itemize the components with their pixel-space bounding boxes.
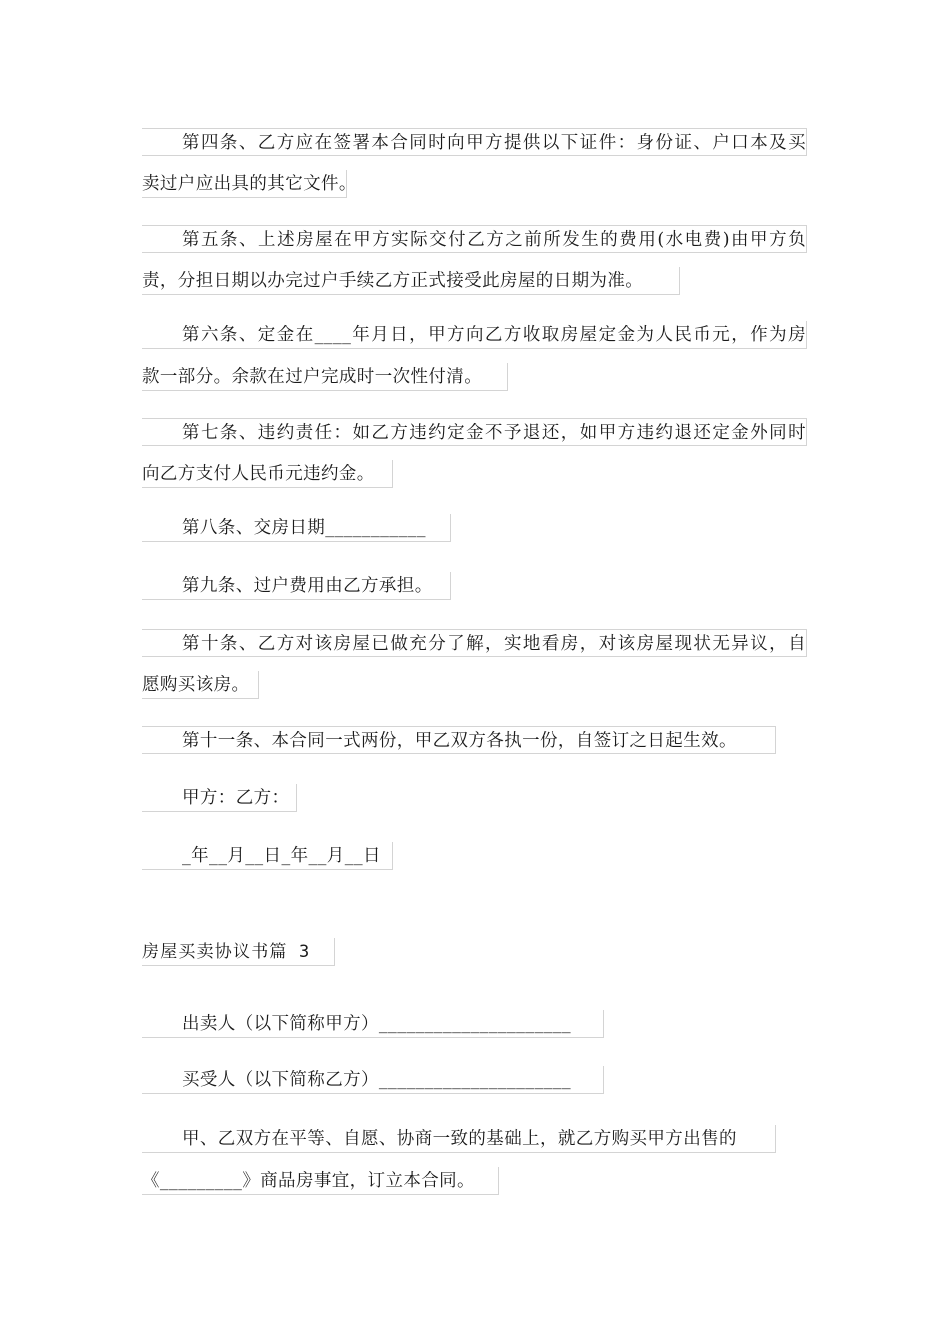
buyer-line: 买受人（以下简称乙方）_____________________ — [142, 1066, 604, 1094]
article-11-line-1: 第十一条、本合同一式两份，甲乙双方各执一份，自签订之日起生效。 — [142, 726, 776, 754]
article-4-line-2: 卖过户应出具的其它文件。 — [142, 170, 347, 198]
signature-dates — [142, 842, 393, 870]
signature-parties — [142, 784, 297, 812]
article-6-line-1: 第六条、定金在____年月日，甲方向乙方收取房屋定金为人民币元，作为房 — [142, 321, 807, 349]
intro-clause — [142, 1125, 776, 1195]
article-8-line-1: 第八条、交房日期___________ — [142, 514, 451, 542]
article-7 — [142, 418, 807, 488]
article-4-line-1: 第四条、乙方应在签署本合同时向甲方提供以下证件：身份证、户口本及买 — [142, 128, 807, 156]
article-9 — [142, 572, 451, 600]
article-7-line-1: 第七条、违约责任：如乙方违约定金不予退还，如甲方违约退还定金外同时 — [142, 418, 807, 446]
article-5-line-1: 第五条、上述房屋在甲方实际交付乙方之前所发生的费用(水电费)由甲方负 — [142, 225, 807, 253]
article-10 — [142, 629, 807, 699]
article-6 — [142, 321, 807, 391]
intro-line-1: 甲、乙双方在平等、自愿、协商一致的基础上，就乙方购买甲方出售的 — [142, 1125, 776, 1153]
section-3-title: 房屋买卖协议书篇 3 — [142, 938, 335, 966]
intro-line-2: 《_________》商品房事宜，订立本合同。 — [142, 1167, 499, 1195]
article-6-line-2: 款一部分。余款在过户完成时一次性付清。 — [142, 363, 508, 391]
article-11 — [142, 726, 776, 754]
article-10-line-1: 第十条、乙方对该房屋已做充分了解，实地看房，对该房屋现状无异议，自 — [142, 629, 807, 657]
article-5 — [142, 225, 807, 295]
seller-line: 出卖人（以下简称甲方）_____________________ — [142, 1010, 604, 1038]
article-8 — [142, 514, 451, 542]
buyer-clause — [142, 1066, 604, 1094]
signature-dates-line: _年__月__日_年__月__日 — [142, 842, 393, 870]
signature-parties-line: 甲方：乙方： — [142, 784, 297, 812]
article-7-line-2: 向乙方支付人民币元违约金。 — [142, 460, 393, 488]
article-4 — [142, 128, 807, 198]
article-9-line-1: 第九条、过户费用由乙方承担。 — [142, 572, 451, 600]
article-5-line-2: 责，分担日期以办完过户手续乙方正式接受此房屋的日期为准。 — [142, 267, 680, 295]
seller-clause — [142, 1010, 604, 1038]
article-10-line-2: 愿购买该房。 — [142, 671, 259, 699]
section-3-heading — [142, 938, 335, 966]
